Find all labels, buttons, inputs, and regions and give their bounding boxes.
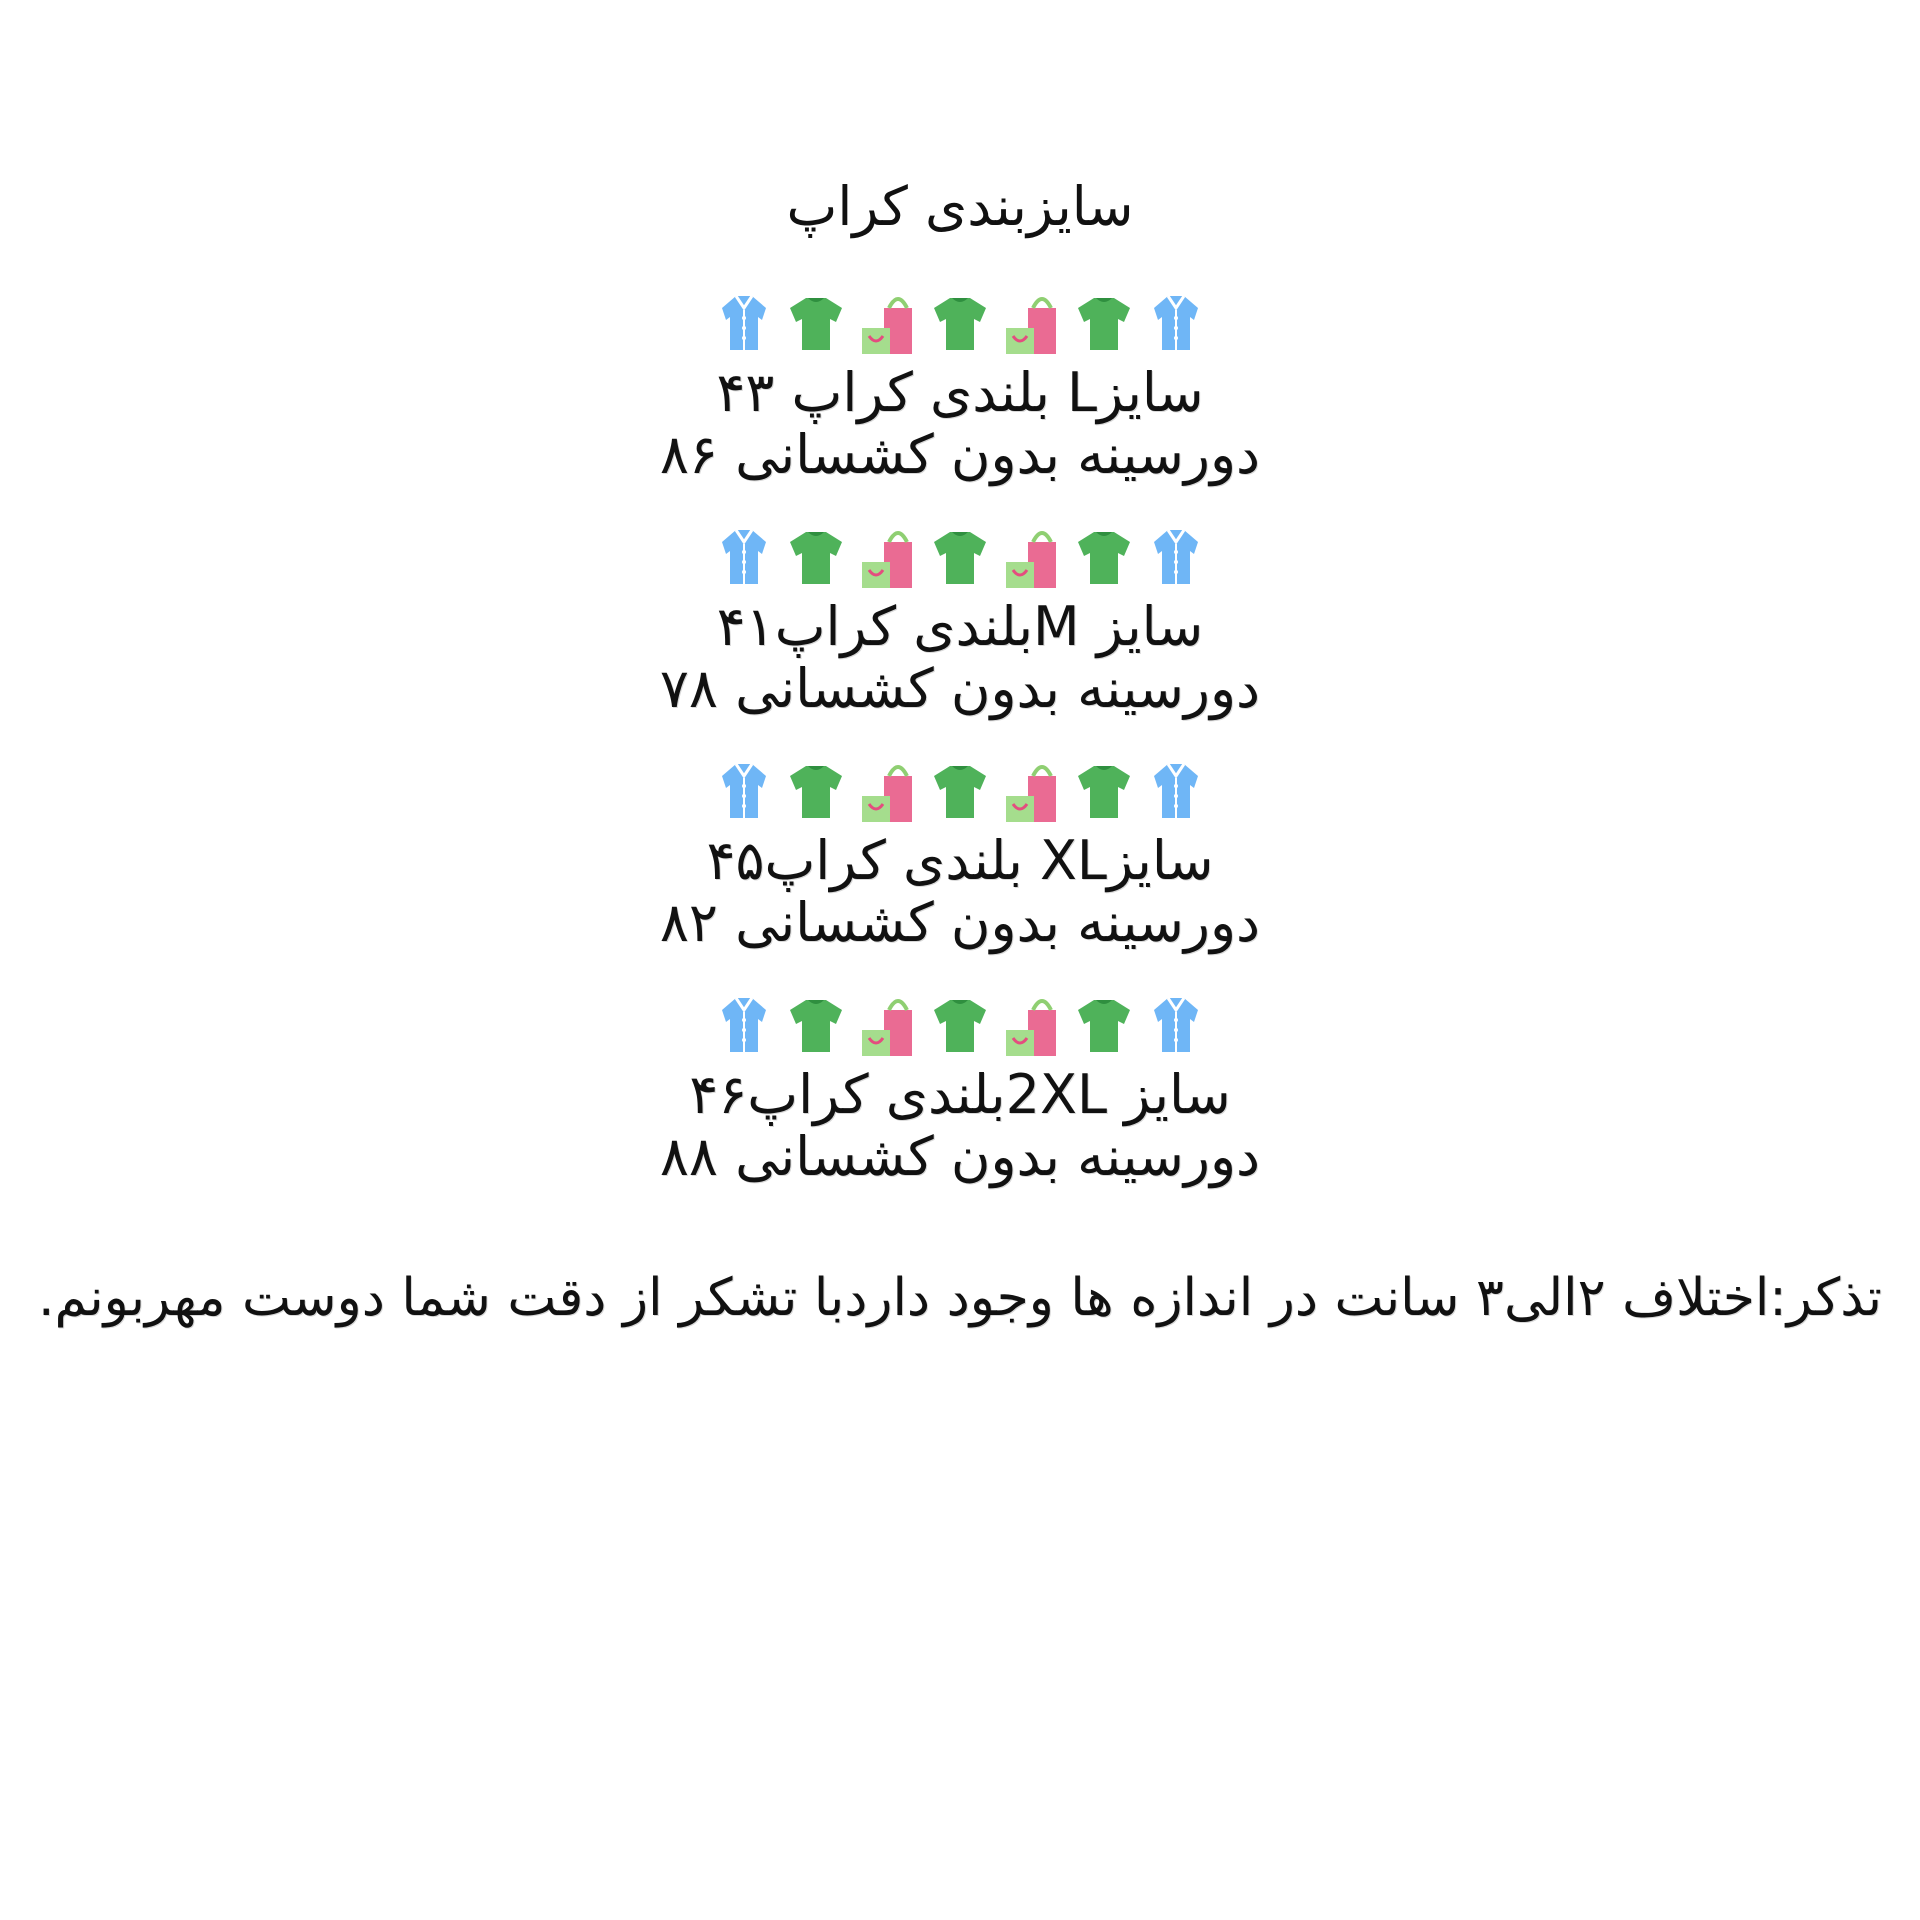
size-block-xl: [0, 752, 1920, 954]
size-line-height: سایز 2XLبلندی کراپ۴۶: [689, 1063, 1231, 1126]
emoji-row: [0, 518, 1920, 596]
green-tshirt-icon: [929, 756, 991, 826]
blue-shirt-icon: [1145, 522, 1207, 592]
blue-shirt-icon: [1145, 756, 1207, 826]
shopping-bags-icon: [1001, 288, 1063, 358]
green-tshirt-icon: [929, 990, 991, 1060]
shopping-bags-icon: [857, 756, 919, 826]
size-block-2xl: [0, 986, 1920, 1188]
size-line-height: سایز Mبلندی کراپ۴۱: [716, 595, 1204, 658]
green-tshirt-icon: [1073, 288, 1135, 358]
size-block-m: [0, 518, 1920, 720]
green-tshirt-icon: [785, 990, 847, 1060]
note-text: تذکر:اختلاف ۲الی۳ سانت در اندازه ها وجود داردبا تشکر از دقت شما دوست مهربونم.: [37, 1268, 1883, 1328]
shopping-bags-icon: [857, 288, 919, 358]
size-line-chest: دورسینه بدون کشسانی ۸۸: [659, 1125, 1261, 1188]
shopping-bags-icon: [857, 522, 919, 592]
page-title: سایزبندی کراپ: [786, 175, 1134, 238]
blue-shirt-icon: [713, 756, 775, 826]
blue-shirt-icon: [713, 990, 775, 1060]
size-line-chest: دورسینه بدون کشسانی ۸۶: [659, 423, 1261, 486]
blue-shirt-icon: [1145, 288, 1207, 358]
green-tshirt-icon: [785, 522, 847, 592]
shopping-bags-icon: [1001, 756, 1063, 826]
size-line-chest: دورسینه بدون کشسانی ۸۲: [659, 891, 1261, 954]
emoji-row: [0, 986, 1920, 1064]
green-tshirt-icon: [1073, 756, 1135, 826]
size-line-height: سایزL بلندی کراپ ۴۳: [716, 361, 1204, 424]
size-line-height: سایزXL بلندی کراپ۴۵: [706, 829, 1214, 892]
emoji-row: [0, 284, 1920, 362]
green-tshirt-icon: [1073, 990, 1135, 1060]
shopping-bags-icon: [857, 990, 919, 1060]
green-tshirt-icon: [785, 288, 847, 358]
green-tshirt-icon: [1073, 522, 1135, 592]
blue-shirt-icon: [713, 522, 775, 592]
blue-shirt-icon: [713, 288, 775, 358]
shopping-bags-icon: [1001, 522, 1063, 592]
emoji-row: [0, 752, 1920, 830]
size-line-chest: دورسینه بدون کشسانی ۷۸: [659, 657, 1261, 720]
size-block-l: [0, 284, 1920, 486]
green-tshirt-icon: [929, 288, 991, 358]
green-tshirt-icon: [785, 756, 847, 826]
shopping-bags-icon: [1001, 990, 1063, 1060]
blue-shirt-icon: [1145, 990, 1207, 1060]
green-tshirt-icon: [929, 522, 991, 592]
